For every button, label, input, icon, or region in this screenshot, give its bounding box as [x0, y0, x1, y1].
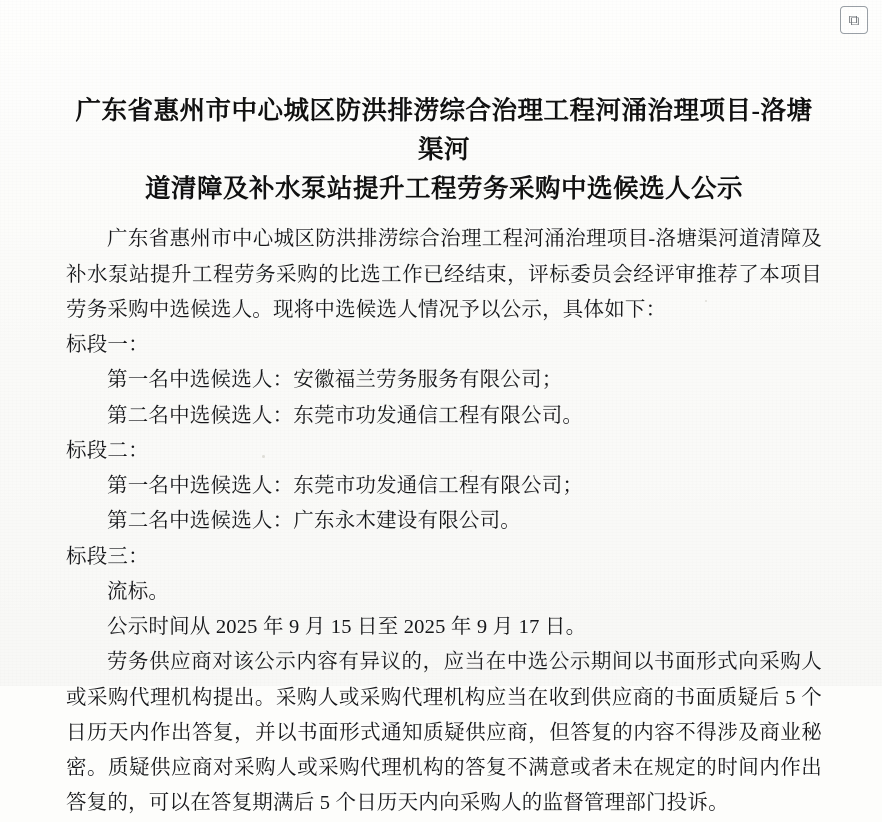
screenshot-icon[interactable]	[840, 6, 868, 34]
paper-speck	[470, 470, 472, 472]
section-label-lot-2: 标段二：	[66, 439, 149, 462]
page-title	[66, 92, 822, 208]
page-title-line-2: 道清障及补水泵站提升工程劳务采购中选候选人公示	[144, 173, 743, 203]
section-label-lot-1: 标段一：	[66, 334, 149, 356]
document-content	[66, 222, 822, 821]
paper-speck	[262, 455, 265, 458]
page-title-line-1: 广东省惠州市中心城区防洪排涝综合治理工程河涌治理项目-洛塘渠河	[75, 96, 813, 164]
paper-speck	[705, 300, 707, 302]
lot-2-candidate-2: 第二名中选候选人：广东永木建设有限公司。	[107, 510, 521, 533]
section-label-lot-3: 标段三：	[66, 545, 149, 568]
paragraph-objection-procedure: 劳务供应商对该公示内容有异议的，应当在中选公示期间以书面形式向采购人或采购代理机构提出。采购人或采购代理机构应当在收到供应商的书面质疑后 5 个日历天内作出答复，并以书面形式通知质疑供应商，但答复的内容不得涉及商业秘密。质疑供应商对采购人或采购代理机构的答复不满意或者未在规定的时间内作出答复的，可以在答复期满后 5 个日历天内向采购人的监督管理部门投诉。	[66, 651, 822, 815]
document-body	[66, 92, 822, 822]
publicity-period: 公示时间从 2025 年 9 月 15 日至 2025 年 9 月 17 日。	[107, 616, 587, 638]
lot-3-result: 流标。	[107, 580, 170, 603]
lot-1-candidate-2: 第二名中选候选人：东莞市功发通信工程有限公司。	[107, 404, 584, 427]
lot-2-candidate-1: 第一名中选候选人：东莞市功发通信工程有限公司；	[107, 475, 584, 497]
screenshot-icon-glyph: ⧉	[848, 11, 860, 29]
paragraph-intro: 广东省惠州市中心城区防洪排涝综合治理工程河涌治理项目-洛塘渠河道清障及补水泵站提升工程劳务采购的比选工作已经结束，评标委员会经评审推荐了本项目劳务采购中选候选人。现将中选候选人情况予以公示，具体如下：	[66, 228, 822, 321]
lot-1-candidate-1: 第一名中选候选人：安徽福兰劳务服务有限公司；	[107, 369, 563, 392]
